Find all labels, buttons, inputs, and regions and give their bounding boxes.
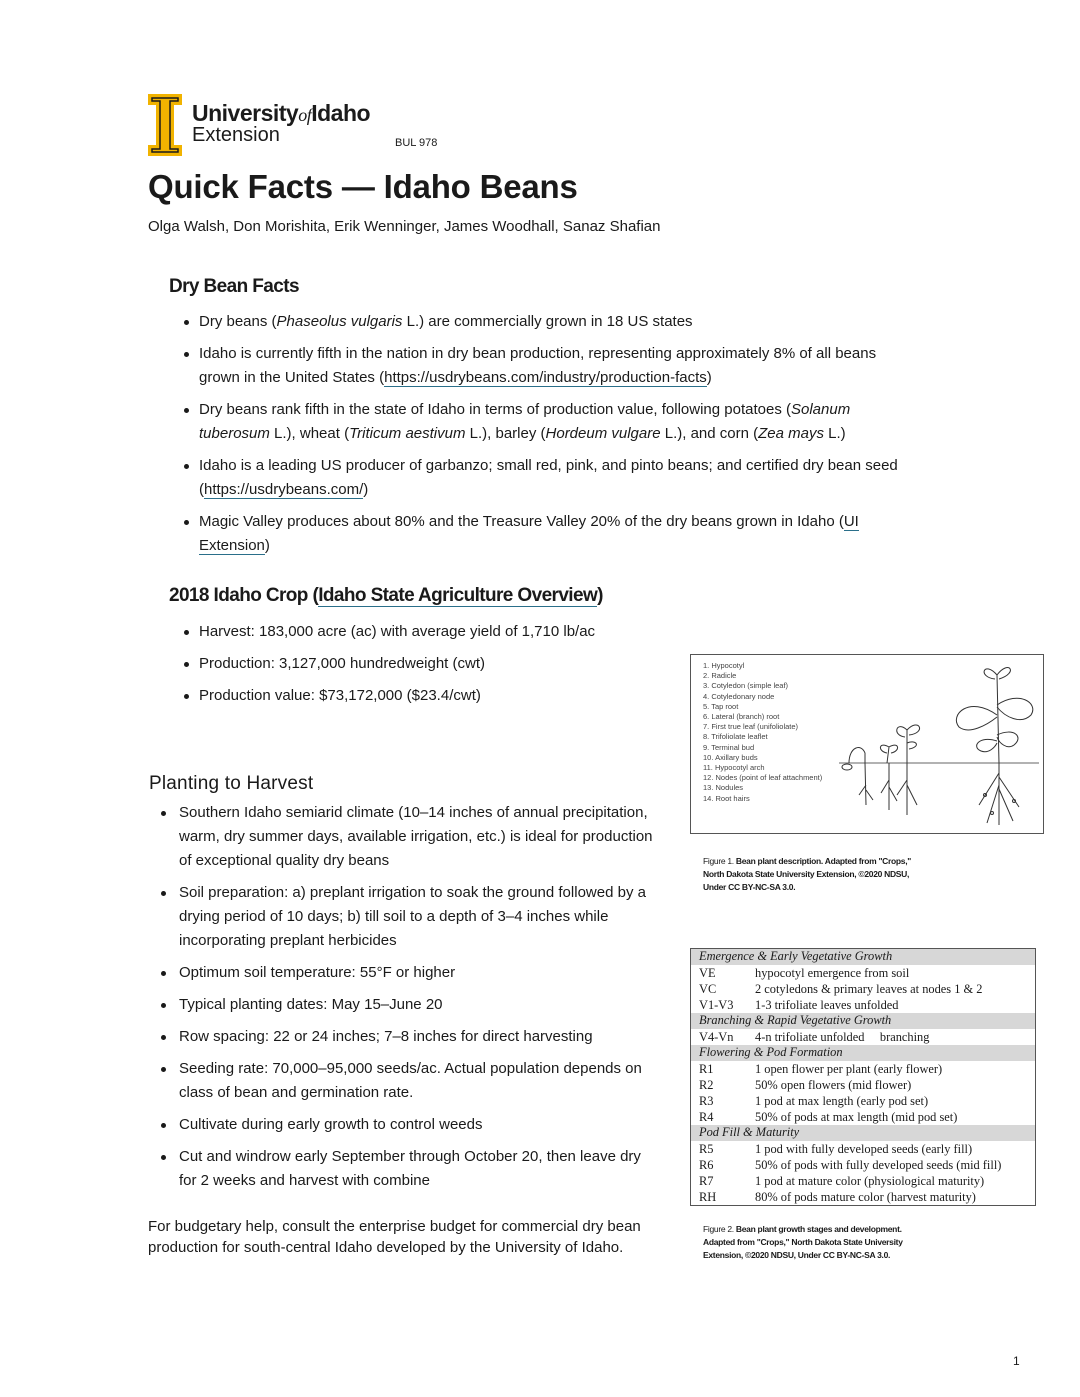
crop-2018-list	[171, 620, 671, 716]
list-item: 5. Tap root	[703, 701, 739, 711]
budget-note: For budgetary help, consult the enterprise budget for commercial dry bean production for south-central Idaho developed by the University of Idaho.	[148, 1218, 641, 1256]
link-production-facts[interactable]: https://usdrybeans.com/industry/production-facts	[384, 369, 707, 386]
list-item: Seeding rate: 70,000–95,000 seeds/ac. Actual population depends on class of bean and germination rate.	[149, 1057, 659, 1105]
table-group-header: Pod Fill & Maturity	[691, 1125, 1035, 1141]
list-item: Dry beans rank fifth in the state of Idaho in terms of production value, following potatoes (Solanum tuberosum L.), wheat (Triticum aestivum L.), barley (Hordeum vulgare L.), and corn (Zea mays L.)	[171, 398, 911, 446]
list-item: Production value: $73,172,000 ($23.4/cwt)	[171, 684, 671, 708]
figure-2-growth-stages-table	[690, 948, 1036, 1206]
table-row: R1 1 open flower per plant (early flower)	[699, 1062, 943, 1076]
list-item: Idaho is currently fifth in the nation in dry bean production, representing approximately 8% of all beans grown in the United States (https://usdrybeans.com/industry/production-facts)	[171, 342, 911, 390]
table-row: R6 50% of pods with fully developed seeds (mid fill)	[699, 1158, 1002, 1172]
list-item: Typical planting dates: May 15–June 20	[149, 993, 659, 1017]
logo-extension: Extension	[192, 124, 280, 146]
list-item: 13. Nodules	[703, 783, 744, 793]
authors: Olga Walsh, Don Morishita, Erik Wenninger, James Woodhall, Sanaz Shafian	[148, 218, 661, 235]
list-item: 2. Radicle	[703, 671, 737, 681]
list-item: Harvest: 183,000 acre (ac) with average yield of 1,710 lb/ac	[171, 620, 671, 644]
heading-planting-to-harvest: Planting to Harvest	[149, 773, 314, 794]
table-group-header: Flowering & Pod Formation	[691, 1045, 1035, 1061]
link-idaho-agriculture-overview[interactable]: Idaho State Agriculture Overview	[318, 585, 598, 606]
list-item: 12. Nodes (point of leaf attachment)	[703, 773, 823, 783]
logo-wordmark: UniversityofIdaho	[192, 100, 371, 126]
list-item: 4. Cotyledonary node	[703, 691, 775, 701]
table-row: VE hypocotyl emergence from soil	[699, 966, 910, 980]
list-item: 1. Hypocotyl	[703, 661, 745, 670]
list-item: Row spacing: 22 or 24 inches; 7–8 inches for direct harvesting	[149, 1025, 659, 1049]
list-item: Southern Idaho semiarid climate (10–14 inches of annual precipitation, warm, dry summer days, available irrigation, etc.) is ideal for production of exceptional quality dry beans	[149, 801, 659, 873]
table-group-header: Branching & Rapid Vegetative Growth	[691, 1013, 1035, 1029]
table-row: R5 1 pod with fully developed seeds (early fill)	[699, 1142, 973, 1156]
figure-1-caption: Figure 1. Bean plant description. Adapted from "Crops," North Dakota State University Extension, ©2020 NDSU, Under CC BY-NC-SA 3.0.	[703, 856, 912, 892]
list-item: 3. Cotyledon (simple leaf)	[703, 681, 789, 691]
list-item: 11. Hypocotyl arch	[703, 763, 765, 773]
table-row: R4 50% of pods at max length (mid pod set)	[699, 1110, 958, 1124]
table-row: VC 2 cotyledons & primary leaves at nodes 1 & 2	[699, 982, 983, 996]
list-item: 8. Trifoliolate leaflet	[703, 732, 768, 742]
list-item: Cultivate during early growth to control weeds	[149, 1113, 659, 1137]
table-row: R3 1 pod at max length (early pod set)	[699, 1094, 929, 1108]
bulletin-number: BUL 978	[395, 137, 438, 149]
table-row: RH 80% of pods mature color (harvest maturity)	[699, 1190, 976, 1204]
bean-plant-illustration	[809, 655, 1043, 833]
list-item: 10. Axillary buds	[703, 752, 758, 762]
list-item: 7. First true leaf (unifoliolate)	[703, 722, 799, 732]
list-item: Idaho is a leading US producer of garbanzo; small red, pink, and pinto beans; and certified dry bean seed (https://usdrybeans.com/)	[171, 454, 911, 502]
list-item: Optimum soil temperature: 55°F or higher	[149, 961, 659, 985]
list-item: Cut and windrow early September through October 20, then leave dry for 2 weeks and harvest with combine	[149, 1145, 659, 1193]
link-ui-extension[interactable]: UI Extension	[199, 513, 859, 554]
table-row: V4-Vn 4-n trifoliate unfolded branching	[699, 1030, 930, 1044]
table-row: R7 1 pod at mature color (physiological maturity)	[699, 1174, 985, 1188]
link-usdrybeans[interactable]: https://usdrybeans.com/	[204, 481, 364, 498]
dry-bean-facts-list	[171, 310, 911, 566]
table-row: V1-V3 1-3 trifoliate leaves unfolded	[699, 998, 899, 1012]
list-item: 6. Lateral (branch) root	[703, 712, 780, 722]
page-number: 1	[1013, 1354, 1020, 1368]
idaho-i-logo-icon	[148, 94, 182, 156]
list-item: Production: 3,127,000 hundredweight (cwt)	[171, 652, 671, 676]
page-title: Quick Facts — Idaho Beans	[148, 168, 578, 205]
list-item: 9. Terminal bud	[703, 742, 755, 752]
list-item: Dry beans (Phaseolus vulgaris L.) are commercially grown in 18 US states	[171, 310, 911, 334]
table-row: R2 50% open flowers (mid flower)	[699, 1078, 912, 1092]
heading-dry-bean-facts: Dry Bean Facts	[169, 276, 299, 297]
list-item: Soil preparation: a) preplant irrigation to soak the ground followed by a drying period of 10 days; b) till soil to a depth of 3–4 inches while incorporating preplant herbicides	[149, 881, 659, 953]
figure-2-caption: Figure 2. Bean plant growth stages and development. Adapted from "Crops," North Dakota State University Extension, ©2020 NDSU, Under CC BY-NC-SA 3.0.	[703, 1224, 903, 1260]
figure-1-bean-plant	[690, 654, 1044, 834]
heading-2018-idaho-crop: 2018 Idaho Crop (Idaho State Agriculture Overview)	[169, 585, 603, 606]
list-item: Magic Valley produces about 80% and the Treasure Valley 20% of the dry beans grown in Idaho (UI Extension)	[171, 510, 911, 558]
university-logo	[148, 94, 388, 158]
list-item: 14. Root hairs	[703, 793, 750, 803]
table-group-header: Emergence & Early Vegetative Growth	[691, 949, 1035, 965]
planting-list	[149, 801, 659, 1201]
